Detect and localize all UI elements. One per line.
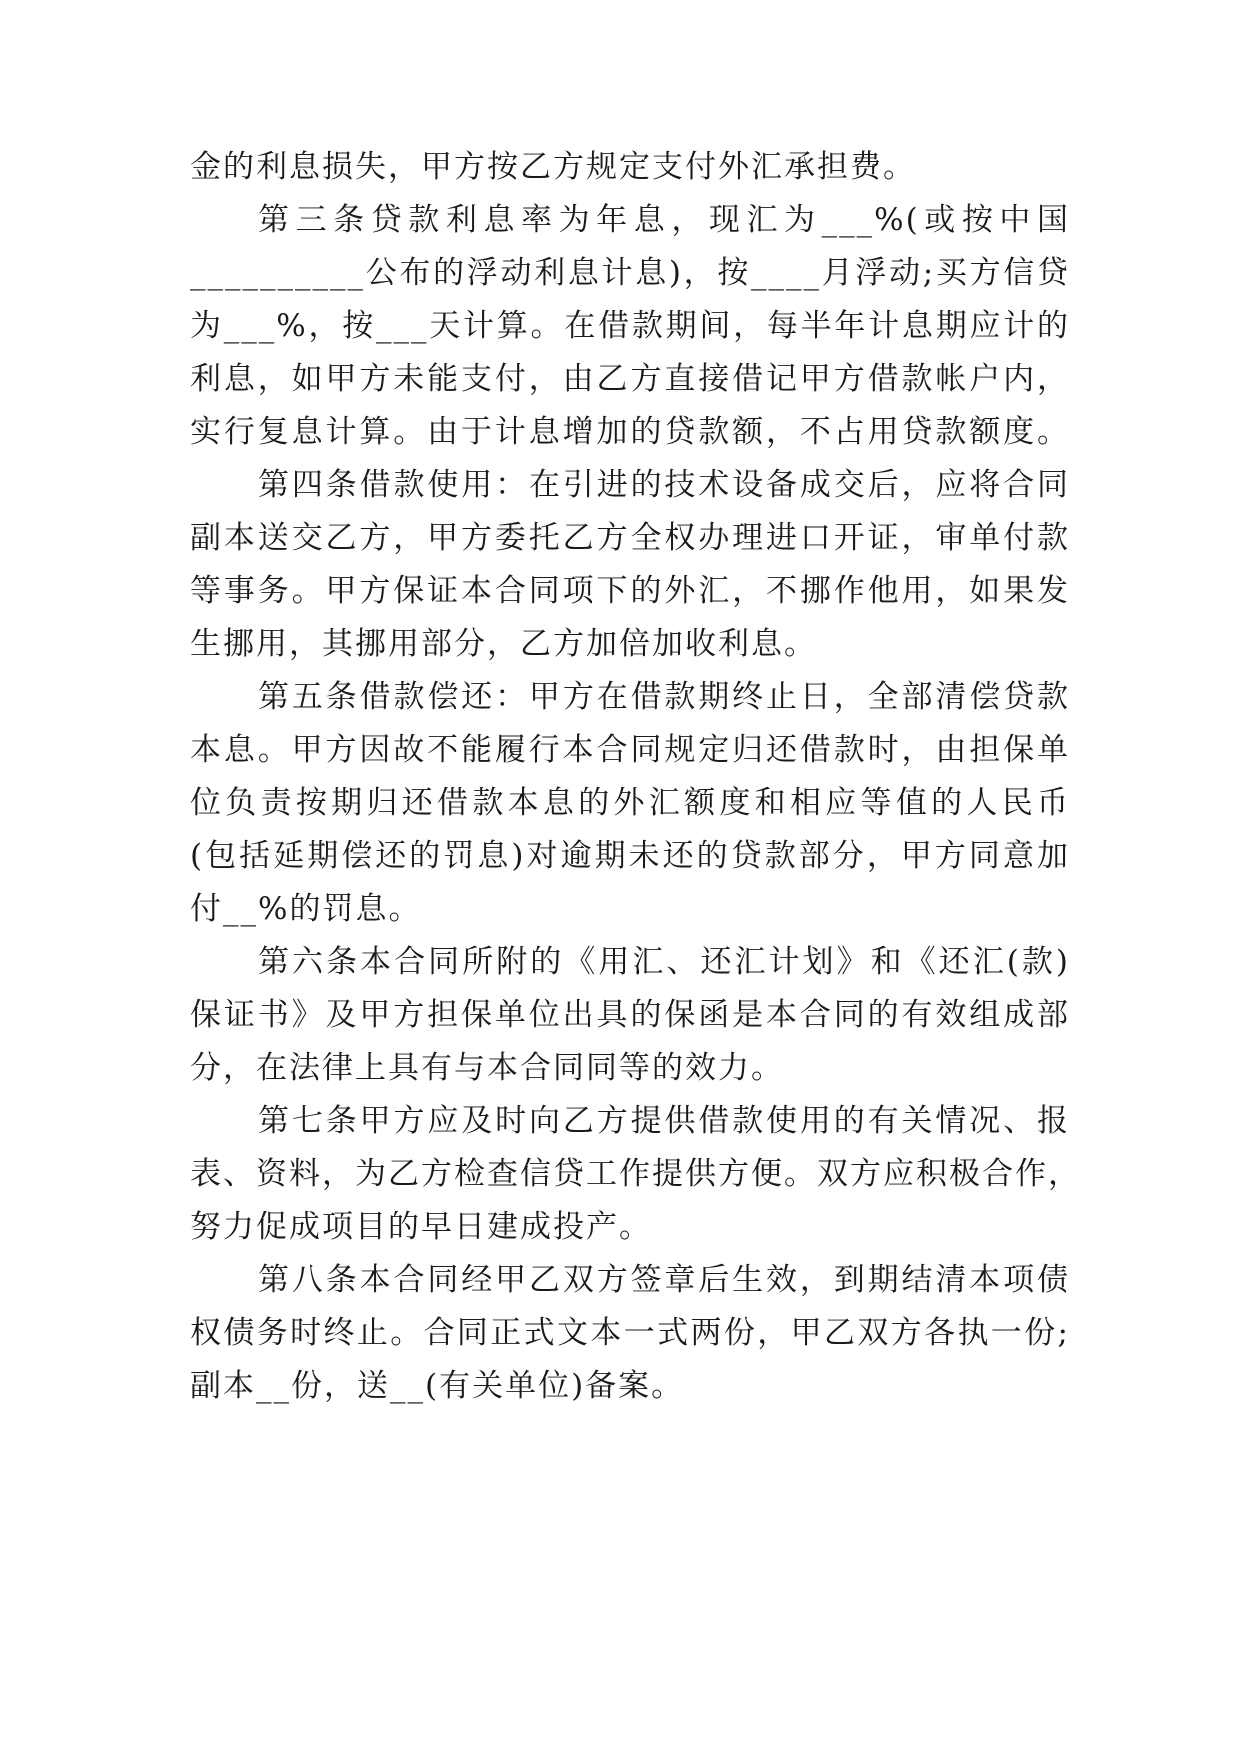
text-line: __________公布的浮动利息计息)，按____月浮动;买方信贷 [190, 255, 1070, 291]
article-4-heading-line: 第四条借款使用：在引进的技术设备成交后，应将合同 [258, 467, 1070, 503]
article-7-heading-line: 第七条甲方应及时向乙方提供借款使用的有关情况、报 [258, 1103, 1070, 1139]
text-line: 权债务时终止。合同正式文本一式两份，甲乙双方各执一份; [190, 1315, 1070, 1351]
text-line: 为___%，按___天计算。在借款期间，每半年计息期应计的 [190, 308, 1070, 344]
text-line: 付__%的罚息。 [190, 891, 422, 927]
text-line: 努力促成项目的早日建成投产。 [190, 1209, 652, 1245]
text-line: 副本送交乙方，甲方委托乙方全权办理进口开证，审单付款 [190, 520, 1070, 556]
text-line: 分，在法律上具有与本合同同等的效力。 [190, 1050, 784, 1086]
text-line: (包括延期偿还的罚息)对逾期未还的贷款部分，甲方同意加 [190, 838, 1070, 874]
text-line: 金的利息损失，甲方按乙方规定支付外汇承担费。 [190, 149, 916, 185]
text-line: 保证书》及甲方担保单位出具的保函是本合同的有效组成部 [190, 997, 1070, 1033]
text-line: 本息。甲方因故不能履行本合同规定归还借款时，由担保单 [190, 732, 1070, 768]
article-6-heading-line: 第六条本合同所附的《用汇、还汇计划》和《还汇(款) [258, 944, 1070, 980]
text-line: 等事务。甲方保证本合同项下的外汇，不挪作他用，如果发 [190, 573, 1070, 609]
text-line: 生挪用，其挪用部分，乙方加倍加收利息。 [190, 626, 817, 662]
article-8-heading-line: 第八条本合同经甲乙双方签章后生效，到期结清本项债 [258, 1262, 1070, 1298]
text-line: 表、资料，为乙方检查信贷工作提供方便。双方应积极合作， [190, 1156, 1081, 1192]
text-line: 实行复息计算。由于计息增加的贷款额，不占用贷款额度。 [190, 414, 1070, 450]
article-3-heading-line: 第三条贷款利息率为年息，现汇为___%(或按中国 [258, 202, 1070, 238]
text-line: 利息，如甲方未能支付，由乙方直接借记甲方借款帐户内， [190, 361, 1070, 397]
text-line: 副本__份，送__(有关单位)备案。 [190, 1368, 685, 1404]
article-5-heading-line: 第五条借款偿还：甲方在借款期终止日，全部清偿贷款 [258, 679, 1070, 715]
text-line: 位负责按期归还借款本息的外汇额度和相应等值的人民币 [190, 785, 1070, 821]
